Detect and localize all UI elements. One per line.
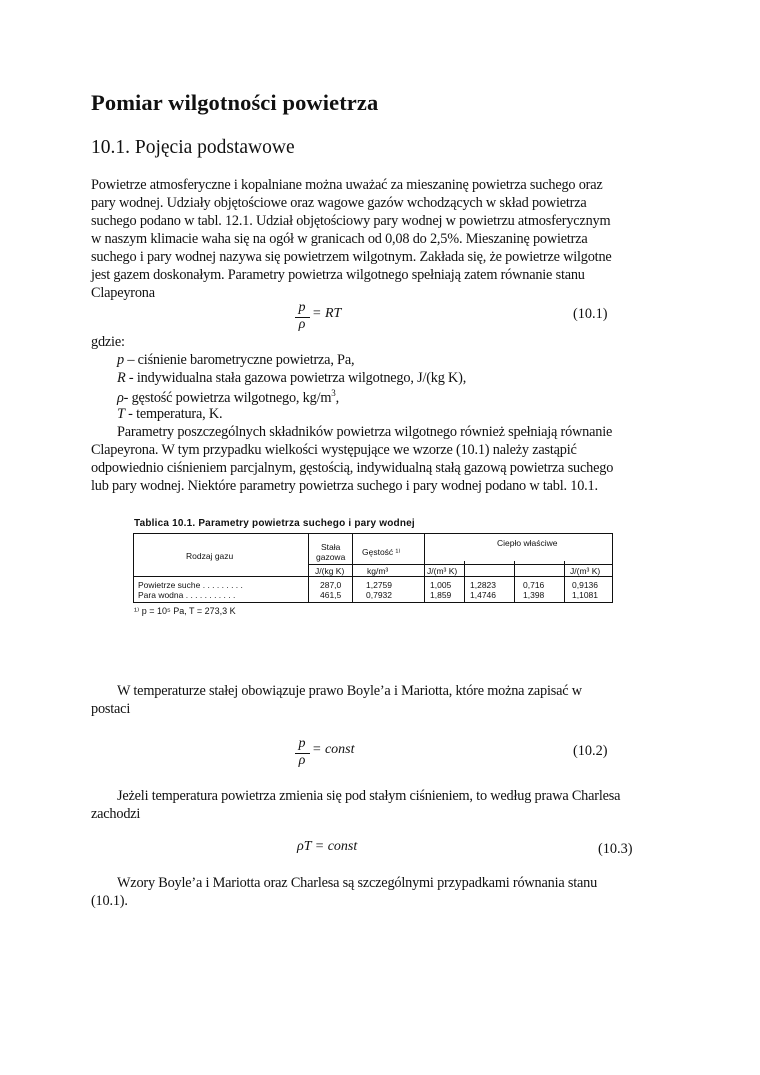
definition-T: T - temperatura, K. bbox=[117, 406, 223, 422]
text-line: (10.1). bbox=[91, 893, 128, 909]
table-divider bbox=[424, 534, 425, 602]
equation-number: (10.3) bbox=[598, 841, 633, 857]
table-cell: 1,1081 bbox=[572, 590, 598, 600]
text-line: Parametry poszczególnych składników powietrza wilgotnego również spełniają równanie bbox=[117, 424, 613, 440]
definition-p: p – ciśnienie barometryczne powietrza, Pa, bbox=[117, 352, 355, 368]
table-cell: 0,7932 bbox=[366, 590, 392, 600]
table-cell: 1,398 bbox=[523, 590, 545, 600]
header-heat: Ciepło właściwe bbox=[497, 538, 558, 548]
fraction-denominator: ρ bbox=[298, 753, 306, 768]
page-title: Pomiar wilgotności powietrza bbox=[91, 90, 379, 115]
table-cell: 1,4746 bbox=[470, 590, 496, 600]
text-line: Wzory Boyle’a i Mariotta oraz Charlesa są szczególnymi przypadkami równania stanu bbox=[117, 875, 598, 891]
equation-10-2 bbox=[295, 736, 385, 770]
table-cell: 0,716 bbox=[523, 580, 545, 590]
table-cell: 1,2759 bbox=[366, 580, 392, 590]
text-line: W temperaturze stałej obowiązuje prawo Boyle’a i Mariotta, które można zapisać w bbox=[117, 683, 582, 699]
equation-10-3: ρT = const bbox=[297, 839, 358, 854]
header-kind: Rodzaj gazu bbox=[186, 551, 234, 561]
table-cell: 461,5 bbox=[320, 590, 342, 600]
text-line: jest gazem doskonałym. Parametry powietrza wilgotnego spełniają zatem równanie stanu bbox=[91, 267, 585, 283]
header-const: Stała bbox=[321, 542, 341, 552]
section-heading: 10.1. Pojęcia podstawowe bbox=[91, 137, 295, 158]
fraction-numerator: p bbox=[298, 300, 306, 315]
table-cell: 1,005 bbox=[430, 580, 452, 590]
definition-R: R - indywidualna stała gazowa powietrza wilgotnego, J/(kg K), bbox=[117, 370, 467, 386]
equation-10-1 bbox=[295, 300, 375, 334]
table-divider bbox=[464, 561, 465, 602]
text-line: postaci bbox=[91, 701, 131, 717]
unit: J/(m³ K) bbox=[427, 566, 458, 576]
text-line: odpowiednio ciśnieniem parcjalnym, gęstością, indywidualną stałą gazową powietrza suchego bbox=[91, 460, 614, 476]
row-name: Powietrze suche . . . . . . . . . bbox=[138, 580, 243, 590]
parameters-table bbox=[133, 533, 613, 603]
table-cell: 1,2823 bbox=[470, 580, 496, 590]
text-line: Jeżeli temperatura powietrza zmienia się pod stałym ciśnieniem, to według prawa Charlesa bbox=[117, 788, 621, 804]
unit: J/(m³ K) bbox=[570, 566, 601, 576]
unit: kg/m³ bbox=[367, 566, 389, 576]
header-density: Gęstość ¹⁾ bbox=[362, 547, 401, 557]
table-divider bbox=[564, 561, 565, 602]
equation-rhs: = RT bbox=[312, 306, 342, 321]
definition-rho: ρ- gęstość powietrza wilgotnego, $kg/m^3$, bbox=[117, 388, 339, 406]
text-line: w naszym klimacie waha się na ogół w granicach od 0,08 do 2,5%. Mieszaninę powietrza bbox=[91, 231, 588, 247]
table-caption: Tablica 10.1. Parametry powietrza suchego i pary wodnej bbox=[134, 518, 415, 529]
table-cell: 1,859 bbox=[430, 590, 452, 600]
text-line: lub pary wodnej. Niektóre parametry powietrza suchego i pary wodnej podano w tabl. 10.1. bbox=[91, 478, 598, 494]
text-line: Clapeyrona bbox=[91, 285, 155, 301]
table-rule bbox=[308, 564, 612, 565]
text-line: Powietrze atmosferyczne i kopalniane można uważać za mieszaninę powietrza suchego oraz bbox=[91, 177, 603, 193]
table-cell: 287,0 bbox=[320, 580, 342, 590]
fraction-numerator: p bbox=[298, 736, 306, 751]
equation-number: (10.1) bbox=[573, 306, 608, 322]
table-divider bbox=[514, 561, 515, 602]
table-divider bbox=[308, 534, 309, 602]
row-name: Para wodna . . . . . . . . . . . bbox=[138, 590, 236, 600]
table-divider bbox=[352, 534, 353, 602]
unit: J/(kg K) bbox=[315, 566, 345, 576]
text-line: suchego podano w tabl. 12.1. Udział objętościowy pary wodnej w powietrzu atmosferycznym bbox=[91, 213, 611, 229]
equation-number: (10.2) bbox=[573, 743, 608, 759]
text-line: suchego i pary wodnej nazywa się powietrzem wilgotnym. Zakłada się, że powietrze wilgotne bbox=[91, 249, 612, 265]
text-line: zachodzi bbox=[91, 806, 141, 822]
table-rule bbox=[134, 576, 612, 577]
gdzie-label: gdzie: bbox=[91, 334, 125, 350]
table-cell: 0,9136 bbox=[572, 580, 598, 590]
text-line: Clapeyrona. W tym przypadku wielkości występujące we wzorze (10.1) należy zastąpić bbox=[91, 442, 577, 458]
table-footnote: ¹⁾ p = 10⁵ Pa, T = 273,3 K bbox=[134, 606, 236, 616]
fraction-denominator: ρ bbox=[298, 317, 306, 332]
header-const: gazowa bbox=[316, 552, 346, 562]
equation-rhs: = const bbox=[312, 742, 355, 757]
text-line: pary wodnej. Udziały objętościowe oraz wagowe gazów wchodzących w skład powietrza bbox=[91, 195, 587, 211]
